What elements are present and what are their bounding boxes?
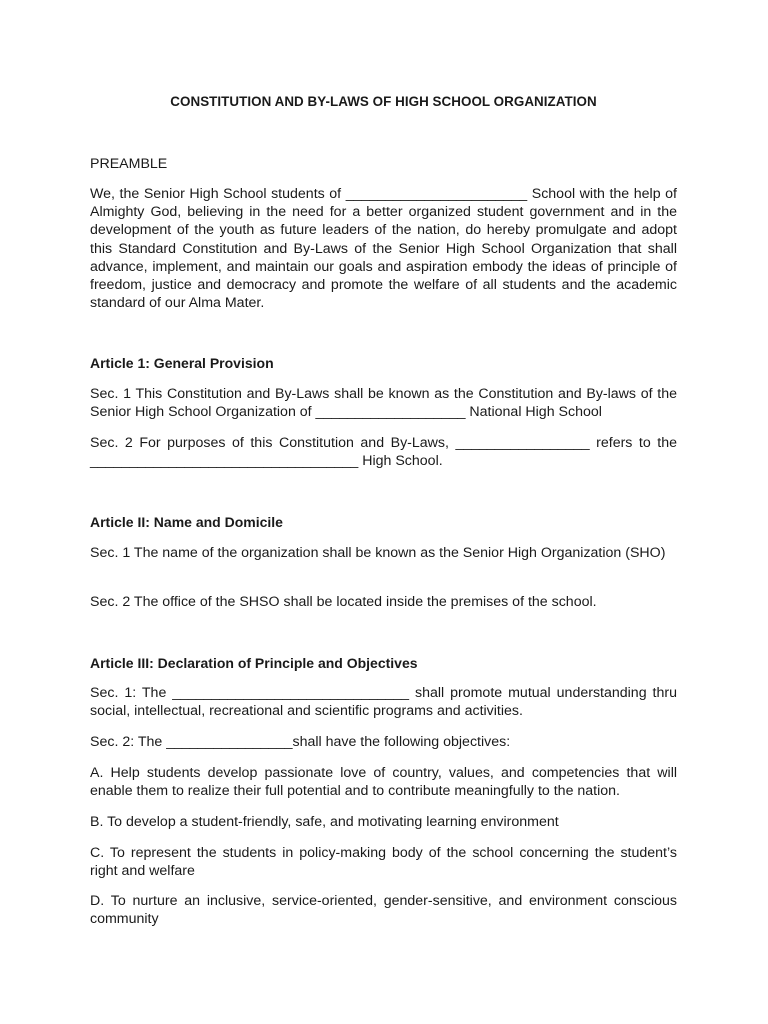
objective-b: B. To develop a student-friendly, safe, and motivating learning environment <box>90 814 559 830</box>
objective-c: C. To represent the students in policy-making body of the school concerning the student’s right and welfare <box>90 845 677 880</box>
article-2-heading: Article II: Name and Domicile <box>90 514 283 530</box>
article-2-sec-2: Sec. 2 The office of the SHSO shall be located inside the premises of the school. <box>90 594 597 610</box>
article-1-sec-1: Sec. 1 This Constitution and By-Laws shall be known as the Constitution and By-laws of the Senior High School Organization of ___________________ National High School <box>90 386 677 421</box>
article-3-sec-1: Sec. 1: The ______________________________ shall promote mutual understanding thru social, intellectual, recreational and scientific programs and activities. <box>90 685 677 720</box>
objective-d: D. To nurture an inclusive, service-oriented, gender-sensitive, and environment conscious community <box>90 893 677 928</box>
document-title: CONSTITUTION AND BY-LAWS OF HIGH SCHOOL ORGANIZATION <box>170 94 597 109</box>
article-3-sec-2: Sec. 2: The ________________shall have the following objectives: <box>90 734 511 750</box>
preamble-text: We, the Senior High School students of _______________________ School with the help of Almighty God, believing in the need for a better organized student government and in the development of the youth as future leaders of the nation, do hereby promulgate and adopt this Standard Constitution and By-Laws of the Senior High School Organization that shall advance, implement, and maintain our goals and aspiration embody the ideas of principle of freedom, justice and democracy and promote the welfare of all students and the academic standard of our Alma Mater. <box>90 186 677 312</box>
objective-a: A. Help students develop passionate love of country, values, and competencies that will enable them to realize their full potential and to contribute meaningfully to the nation. <box>90 765 677 800</box>
article-2-sec-1: Sec. 1 The name of the organization shall be known as the Senior High Organization (SHO) <box>90 545 666 561</box>
article-3-heading: Article III: Declaration of Principle and Objectives <box>90 655 418 671</box>
article-1-heading: Article 1: General Provision <box>90 355 274 371</box>
article-1-sec-2: Sec. 2 For purposes of this Constitution and By-Laws, _________________ refers to the __________________________________ High School. <box>90 435 677 470</box>
preamble-heading: PREAMBLE <box>90 156 168 172</box>
